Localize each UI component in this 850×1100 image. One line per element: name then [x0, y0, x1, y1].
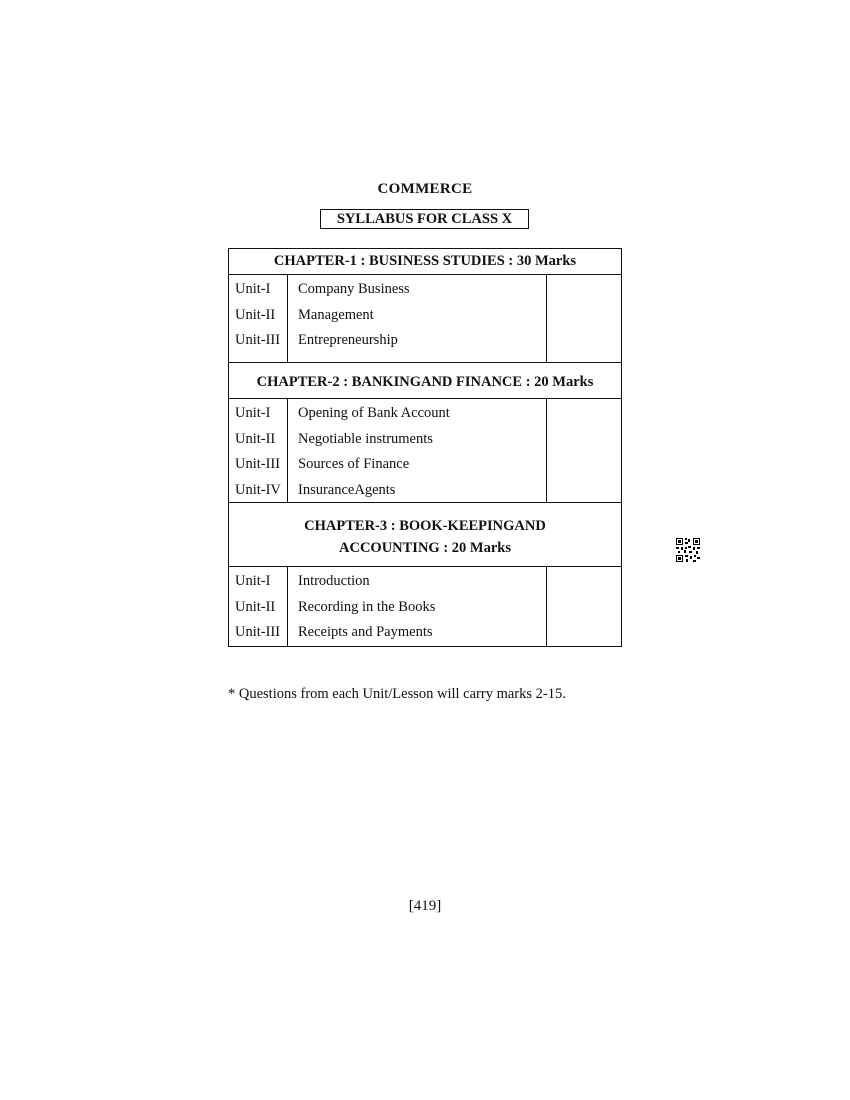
unit-label: Unit-IV: [235, 481, 281, 498]
page-number: [419]: [408, 898, 442, 914]
subject-title: COMMERCE: [377, 181, 473, 197]
chapter-1-units: [229, 275, 621, 363]
chapter-heading-text: CHAPTER-1 : BUSINESS STUDIES : 30 Marks: [273, 253, 577, 269]
syllabus-title: SYLLABUS FOR CLASS X: [320, 209, 529, 229]
chapter-heading-text: CHAPTER-2 : BANKINGAND FINANCE : 20 Marks: [256, 374, 594, 390]
qr-code-icon[interactable]: [675, 537, 701, 563]
unit-label: Unit-I: [235, 405, 271, 421]
topic-column: [288, 399, 547, 502]
unit-topic: Recording in the Books: [298, 598, 436, 615]
unit-topic: InsuranceAgents: [298, 481, 396, 498]
chapter-heading-text: CHAPTER-3 : BOOK-KEEPINGAND ACCOUNTING : 20 Marks: [304, 517, 546, 556]
unit-label: Unit-II: [235, 598, 276, 615]
unit-topic: Company Business: [298, 281, 410, 297]
chapter-3-units: [229, 567, 621, 646]
chapter-2-units: [229, 399, 621, 503]
unit-topic: Entrepreneurship: [298, 332, 398, 348]
unit-label: Unit-III: [235, 456, 281, 472]
unit-label: Unit-III: [235, 624, 281, 640]
topic-column: [288, 275, 547, 362]
unit-label: Unit-II: [235, 430, 276, 447]
unit-topic: Opening of Bank Account: [298, 405, 450, 421]
topic-column: [288, 567, 547, 646]
unit-column: [229, 399, 288, 502]
chapter-2-heading: [229, 363, 621, 399]
unit-column: [229, 275, 288, 362]
unit-label: Unit-II: [235, 306, 276, 323]
unit-topic: Sources of Finance: [298, 456, 410, 472]
chapter-3-heading: [229, 503, 621, 567]
unit-topic: Negotiable instruments: [298, 430, 433, 447]
chapter-1-heading: [229, 249, 621, 275]
marks-column: [547, 567, 621, 646]
unit-column: [229, 567, 288, 646]
syllabus-table: [228, 248, 622, 647]
unit-topic: Introduction: [298, 573, 370, 589]
unit-topic: Receipts and Payments: [298, 624, 433, 640]
unit-label: Unit-I: [235, 281, 271, 297]
footnote: * Questions from each Unit/Lesson will carry marks 2-15.: [228, 686, 566, 702]
marks-column: [547, 399, 621, 502]
unit-label: Unit-III: [235, 332, 281, 348]
marks-column: [547, 275, 621, 362]
unit-label: Unit-I: [235, 573, 271, 589]
unit-topic: Management: [298, 306, 374, 323]
